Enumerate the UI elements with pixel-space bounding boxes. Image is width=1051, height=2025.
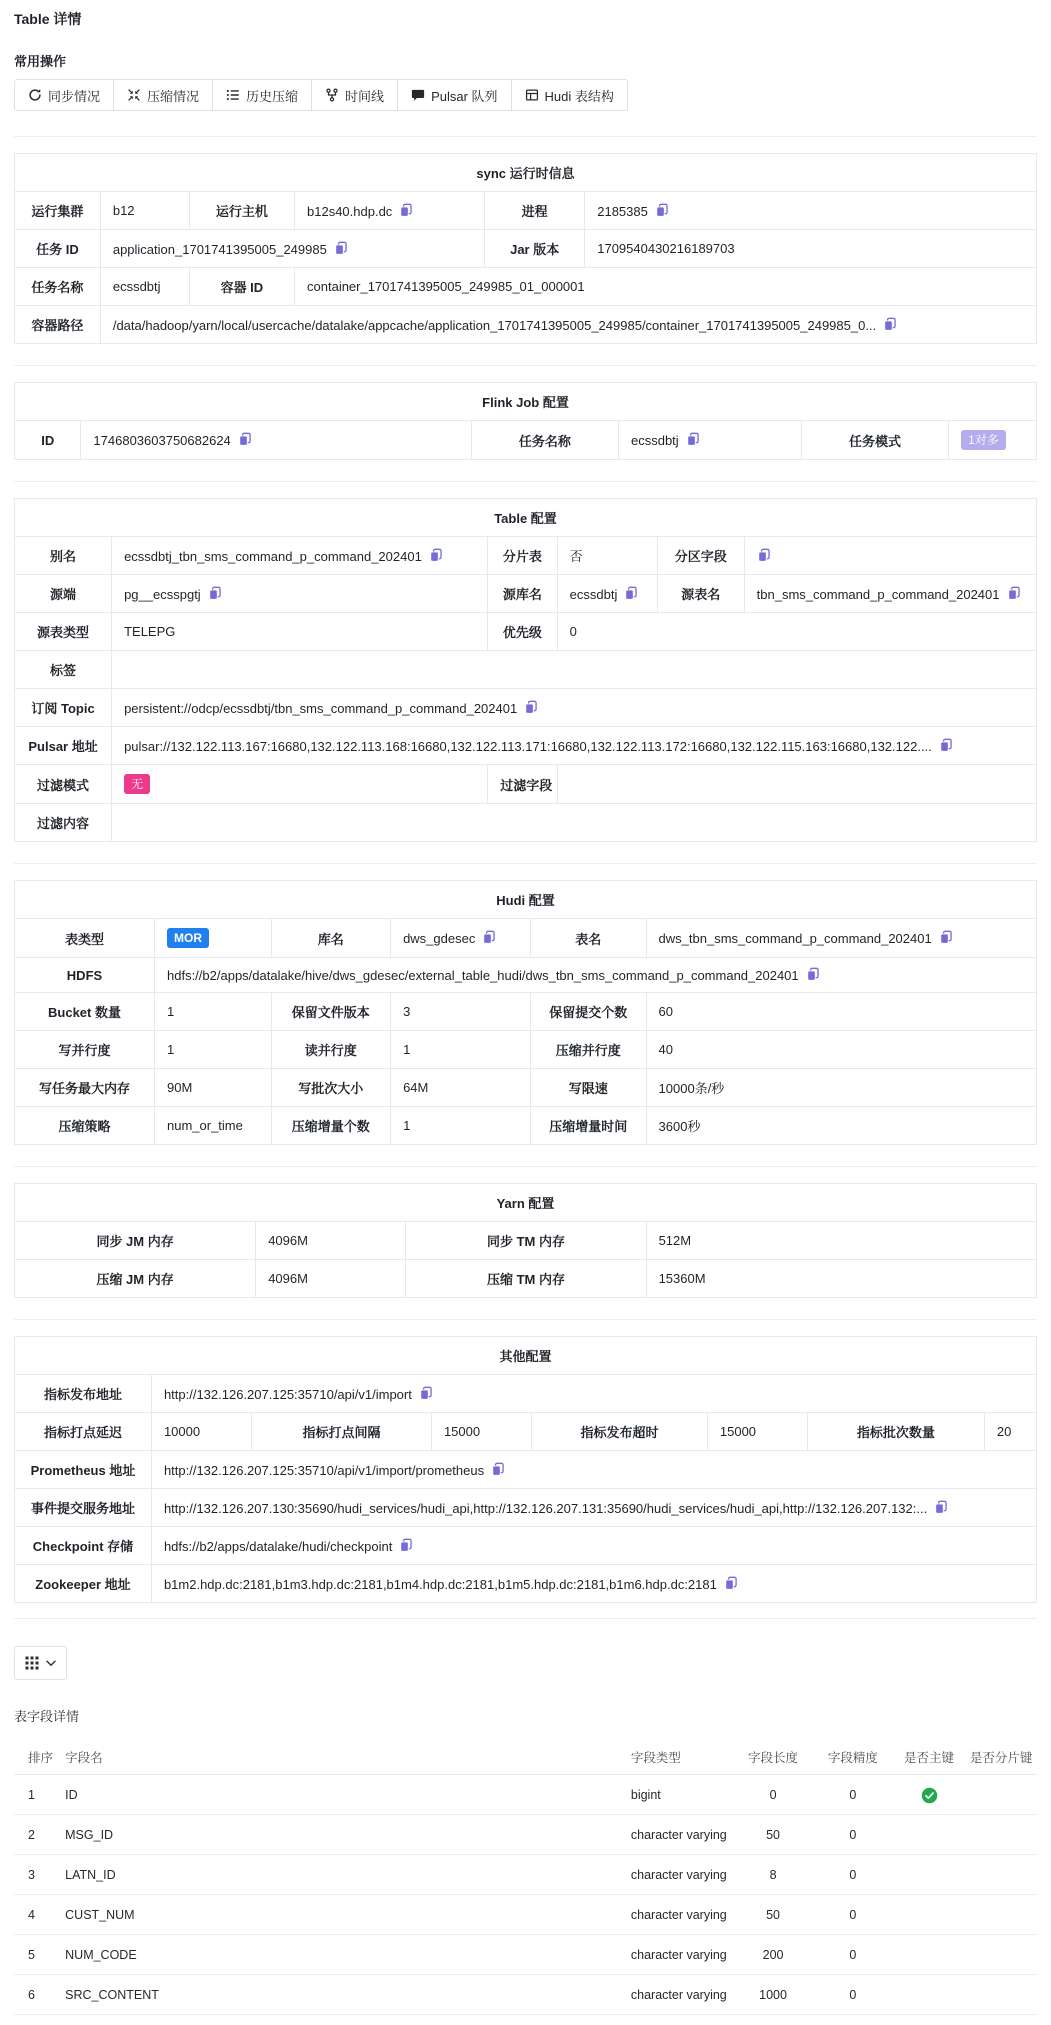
- event-submit-label: 事件提交服务地址: [15, 1489, 152, 1527]
- table-row: [15, 575, 1037, 613]
- check-circle-icon: [921, 1787, 938, 1804]
- table-row: [15, 1489, 1037, 1527]
- field-precision: 0: [813, 1975, 893, 2015]
- field-precision: 0: [813, 1855, 893, 1895]
- field-length: 50: [733, 1815, 813, 1855]
- table-type-label: 表类型: [15, 919, 155, 958]
- write-limit-label: 写限速: [531, 1069, 646, 1107]
- hudi-db-value: dws_gdesec: [391, 919, 531, 958]
- yarn-config-card: [14, 1183, 1037, 1298]
- table-row: [15, 651, 1037, 689]
- metrics-interval-label: 指标打点间隔: [252, 1413, 432, 1451]
- table-row: [15, 1565, 1037, 1603]
- primary-key-cell: [893, 1975, 966, 2015]
- pulsar-queue-button[interactable]: [397, 79, 511, 111]
- keep-commits-value: 60: [646, 993, 1036, 1031]
- copy-icon[interactable]: [208, 586, 222, 601]
- table-row: [14, 1815, 1037, 1855]
- compact-jm-label: 压缩 JM 内存: [15, 1260, 256, 1298]
- flink-id-label: ID: [15, 421, 81, 460]
- table-row: [15, 1069, 1037, 1107]
- container-id-value: container_1701741395005_249985_01_000001: [295, 268, 1037, 306]
- container-path-value: /data/hadoop/yarn/local/usercache/datalake/appcache/application_1701741395005_249985/container_1701741395005_249985_0...: [100, 306, 1036, 344]
- field-precision: 0: [813, 1895, 893, 1935]
- field-name: SRC_CONTENT: [65, 1975, 631, 2015]
- keep-commits-label: 保留提交个数: [531, 993, 646, 1031]
- table-row: [15, 765, 1037, 804]
- field-table-header-row: [14, 1740, 1037, 1775]
- topic-value: persistent://odcp/ecssdbtj/tbn_sms_command_p_command_202401: [112, 689, 1037, 727]
- col-shard-key: 是否分片键: [965, 1740, 1037, 1775]
- table-row: [15, 1413, 1037, 1451]
- flink-job-card: [14, 382, 1037, 460]
- pulsar-queue-label: Pulsar 队列: [431, 88, 498, 104]
- task-id-label: 任务 ID: [15, 230, 101, 268]
- compact-jm-value: 4096M: [256, 1260, 406, 1298]
- field-detail-table: [14, 1740, 1037, 2015]
- source-db-value: ecssdbtj: [557, 575, 657, 613]
- filter-field-label: 过滤字段: [488, 765, 557, 804]
- compress-icon: [127, 88, 141, 102]
- chat-icon: [411, 88, 425, 102]
- prometheus-value: http://132.126.207.125:35710/api/v1/import/prometheus: [151, 1451, 1036, 1489]
- field-name: ID: [65, 1775, 631, 1815]
- table-row: [15, 993, 1037, 1031]
- field-order: 1: [14, 1775, 65, 1815]
- shard-key-cell: [965, 1975, 1037, 2015]
- task-name-label: 任务名称: [15, 268, 101, 306]
- copy-icon[interactable]: [883, 317, 897, 332]
- field-type: bigint: [631, 1775, 733, 1815]
- priority-label: 优先级: [488, 613, 557, 651]
- pulsar-address-value: pulsar://132.122.113.167:16680,132.122.113.168:16680,132.122.113.171:16680,132.122.113.172:16680,132.122.115.163:16680,132.122....: [112, 727, 1037, 765]
- other-card-title: 其他配置: [15, 1337, 1037, 1375]
- metrics-delay-label: 指标打点延迟: [15, 1413, 152, 1451]
- metrics-timeout-label: 指标发布超时: [532, 1413, 708, 1451]
- table-type-badge: MOR: [167, 928, 209, 948]
- host-label: 运行主机: [189, 192, 294, 230]
- field-name: CUST_NUM: [65, 1895, 631, 1935]
- field-order: 6: [14, 1975, 65, 2015]
- table-type-value: [155, 919, 272, 958]
- priority-value: 0: [557, 613, 1036, 651]
- compress-status-label: 压缩情况: [147, 88, 200, 104]
- table-row: [15, 192, 1037, 230]
- source-table-label: 源表名: [657, 575, 744, 613]
- hudi-db-label: 库名: [271, 919, 391, 958]
- field-length: 50: [733, 1895, 813, 1935]
- field-name: MSG_ID: [65, 1815, 631, 1855]
- table-row: [15, 1260, 1037, 1298]
- metrics-pub-label: 指标发布地址: [15, 1375, 152, 1413]
- table-row: [14, 1935, 1037, 1975]
- field-order: 2: [14, 1815, 65, 1855]
- field-name: LATN_ID: [65, 1855, 631, 1895]
- task-name-value: ecssdbtj: [100, 268, 189, 306]
- hudi-config-card: [14, 880, 1037, 1145]
- copy-icon[interactable]: [419, 1386, 433, 1401]
- primary-key-cell: [893, 1895, 966, 1935]
- sync-status-label: 同步情况: [48, 88, 101, 104]
- checkpoint-label: Checkpoint 存储: [15, 1527, 152, 1565]
- divider: [14, 481, 1037, 482]
- table-row: [14, 1775, 1037, 1815]
- col-field-type: 字段类型: [631, 1740, 733, 1775]
- cluster-value: b12: [100, 192, 189, 230]
- metrics-batch-label: 指标批次数量: [808, 1413, 985, 1451]
- field-precision: 0: [813, 1775, 893, 1815]
- copy-icon[interactable]: [624, 586, 638, 601]
- copy-icon[interactable]: [491, 1462, 505, 1477]
- table-row: [15, 1375, 1037, 1413]
- field-name: NUM_CODE: [65, 1935, 631, 1975]
- timeline-button-label: 历史压缩: [246, 88, 299, 104]
- copy-icon[interactable]: [934, 1500, 948, 1515]
- col-primary-key: 是否主键: [893, 1740, 966, 1775]
- compact-tm-value: 15360M: [646, 1260, 1036, 1298]
- keep-versions-value: 3: [391, 993, 531, 1031]
- col-field-precision: 字段精度: [813, 1740, 893, 1775]
- compact-delta-time-value: 3600秒: [646, 1107, 1036, 1145]
- shard-key-cell: [965, 1815, 1037, 1855]
- shard-key-cell: [965, 1895, 1037, 1935]
- table-row: [15, 804, 1037, 842]
- sync-jm-label: 同步 JM 内存: [15, 1222, 256, 1260]
- col-field-length: 字段长度: [733, 1740, 813, 1775]
- sync-tm-value: 512M: [646, 1222, 1036, 1260]
- source-label: 源端: [15, 575, 112, 613]
- copy-icon[interactable]: [939, 930, 953, 945]
- process-value: 2185385: [585, 192, 1037, 230]
- filter-mode-value: [112, 765, 488, 804]
- field-precision: 0: [813, 1935, 893, 1975]
- write-limit-value: 10000条/秒: [646, 1069, 1036, 1107]
- compact-delta-time-label: 压缩增量时间: [531, 1107, 646, 1145]
- copy-icon[interactable]: [399, 203, 413, 218]
- alias-label: 别名: [15, 537, 112, 575]
- task-mode-value: [949, 421, 1037, 460]
- shard-key-cell: [965, 1935, 1037, 1975]
- copy-icon[interactable]: [482, 930, 496, 945]
- sync-card-title: sync 运行时信息: [15, 154, 1037, 192]
- hdfs-label: HDFS: [15, 958, 155, 993]
- fields-heading: 表字段详情: [14, 1709, 80, 1724]
- history-compaction-button[interactable]: [212, 79, 312, 111]
- task-mode-label: 任务模式: [801, 421, 948, 460]
- divider: [14, 365, 1037, 366]
- tags-value: [112, 651, 1037, 689]
- compact-delta-num-label: 压缩增量个数: [271, 1107, 391, 1145]
- timeline-icon: [325, 88, 339, 102]
- keep-versions-label: 保留文件版本: [271, 993, 391, 1031]
- process-label: 进程: [485, 192, 585, 230]
- common-ops-toolbar: [14, 79, 628, 111]
- source-type-label: 源表类型: [15, 613, 112, 651]
- divider: [14, 1166, 1037, 1167]
- timeline-label: 时间线: [345, 88, 385, 104]
- task-mode-badge: 1对多: [961, 430, 1006, 450]
- filter-mode-badge: 无: [124, 774, 150, 794]
- copy-icon[interactable]: [1007, 586, 1021, 601]
- table-row: [14, 1975, 1037, 2015]
- write-parallelism-label: 写并行度: [15, 1031, 155, 1069]
- read-parallelism-value: 1: [391, 1031, 531, 1069]
- write-batch-label: 写批次大小: [271, 1069, 391, 1107]
- col-field-name: 字段名: [65, 1740, 631, 1775]
- field-type: character varying: [631, 1935, 733, 1975]
- table-grid-icon: [525, 88, 539, 102]
- table-row: [15, 268, 1037, 306]
- bucket-value: 1: [155, 993, 272, 1031]
- cluster-label: 运行集群: [15, 192, 101, 230]
- flink-task-name-value: ecssdbtj: [618, 421, 801, 460]
- yarn-card-title: Yarn 配置: [15, 1184, 1037, 1222]
- table-row: [15, 1107, 1037, 1145]
- host-value: b12s40.hdp.dc: [295, 192, 485, 230]
- shard-key-cell: [965, 1855, 1037, 1895]
- table-row: [15, 1527, 1037, 1565]
- write-batch-value: 64M: [391, 1069, 531, 1107]
- hdfs-value: hdfs://b2/apps/datalake/hive/dws_gdesec/external_table_hudi/dws_tbn_sms_command_p_command_202401: [155, 958, 1037, 993]
- table-row: [15, 1222, 1037, 1260]
- table-row: [15, 1451, 1037, 1489]
- field-order: 5: [14, 1935, 65, 1975]
- task-id-value: application_1701741395005_249985: [100, 230, 484, 268]
- tags-label: 标签: [15, 651, 112, 689]
- divider: [14, 1319, 1037, 1320]
- field-type: character varying: [631, 1975, 733, 2015]
- source-value: pg__ecsspgtj: [112, 575, 488, 613]
- jar-version-label: Jar 版本: [485, 230, 585, 268]
- table-row: [15, 537, 1037, 575]
- shard-key-cell: [965, 1775, 1037, 1815]
- write-mem-value: 90M: [155, 1069, 272, 1107]
- hudi-schema-label: Hudi 表结构: [544, 88, 614, 104]
- primary-key-cell: [893, 1935, 966, 1975]
- field-order: 4: [14, 1895, 65, 1935]
- field-order: 3: [14, 1855, 65, 1895]
- alias-value: ecssdbtj_tbn_sms_command_p_command_202401: [112, 537, 488, 575]
- col-order: 排序: [14, 1740, 65, 1775]
- filter-field-value: [557, 765, 1036, 804]
- hudi-schema-button[interactable]: [511, 79, 628, 111]
- sync-status-button[interactable]: [14, 79, 114, 111]
- read-parallelism-label: 读并行度: [271, 1031, 391, 1069]
- filter-content-value: [112, 804, 1037, 842]
- other-config-card: [14, 1336, 1037, 1603]
- field-length: 8: [733, 1855, 813, 1895]
- zookeeper-value: b1m2.hdp.dc:2181,b1m3.hdp.dc:2181,b1m4.hdp.dc:2181,b1m5.hdp.dc:2181,b1m6.hdp.dc:2181: [151, 1565, 1036, 1603]
- field-type: character varying: [631, 1815, 733, 1855]
- hudi-table-value: dws_tbn_sms_command_p_command_202401: [646, 919, 1036, 958]
- field-type: character varying: [631, 1855, 733, 1895]
- copy-icon[interactable]: [655, 203, 669, 218]
- flink-id-value: 1746803603750682624: [81, 421, 471, 460]
- copy-icon[interactable]: [806, 967, 820, 982]
- zookeeper-label: Zookeeper 地址: [15, 1565, 152, 1603]
- copy-icon[interactable]: [724, 1576, 738, 1591]
- table-config-card: [14, 498, 1037, 842]
- divider: [14, 863, 1037, 864]
- checkpoint-value: hdfs://b2/apps/datalake/hudi/checkpoint: [151, 1527, 1036, 1565]
- compact-strategy-label: 压缩策略: [15, 1107, 155, 1145]
- page-title: Table 详情: [14, 11, 82, 27]
- primary-key-cell: [893, 1815, 966, 1855]
- table-row: [14, 1855, 1037, 1895]
- container-path-label: 容器路径: [15, 306, 101, 344]
- copy-icon[interactable]: [399, 1538, 413, 1553]
- table-row: [15, 689, 1037, 727]
- bucket-label: Bucket 数量: [15, 993, 155, 1031]
- compact-parallelism-label: 压缩并行度: [531, 1031, 646, 1069]
- table-row: [15, 727, 1037, 765]
- common-ops-heading: 常用操作: [14, 54, 67, 69]
- filter-mode-label: 过滤模式: [15, 765, 112, 804]
- grid-icon: [25, 1656, 39, 1670]
- table-row: [15, 919, 1037, 958]
- divider: [14, 136, 1037, 137]
- sync-jm-value: 4096M: [256, 1222, 406, 1260]
- compact-parallelism-value: 40: [646, 1031, 1036, 1069]
- field-length: 0: [733, 1775, 813, 1815]
- field-length: 1000: [733, 1975, 813, 2015]
- sync-tm-label: 同步 TM 内存: [406, 1222, 646, 1260]
- table-row: [15, 421, 1037, 460]
- jar-version-value: 1709540430216189703: [585, 230, 1037, 268]
- copy-icon[interactable]: [757, 548, 771, 563]
- copy-icon[interactable]: [238, 432, 252, 447]
- copy-icon[interactable]: [334, 241, 348, 256]
- sharded-value: 否: [557, 537, 657, 575]
- source-table-value: tbn_sms_command_p_command_202401: [744, 575, 1036, 613]
- copy-icon[interactable]: [686, 432, 700, 447]
- field-type: character varying: [631, 1895, 733, 1935]
- source-db-label: 源库名: [488, 575, 557, 613]
- history-list-icon: [226, 88, 240, 102]
- table-row: [15, 230, 1037, 268]
- event-submit-value: http://132.126.207.130:35690/hudi_services/hudi_api,http://132.126.207.131:35690/hudi_services/hudi_api,http://132.126.207.132:...: [151, 1489, 1036, 1527]
- prometheus-label: Prometheus 地址: [15, 1451, 152, 1489]
- metrics-delay-value: 10000: [151, 1413, 251, 1451]
- write-mem-label: 写任务最大内存: [15, 1069, 155, 1107]
- metrics-timeout-value: 15000: [707, 1413, 807, 1451]
- sync-runtime-card: [14, 153, 1037, 344]
- copy-icon[interactable]: [524, 700, 538, 715]
- table-row: [15, 958, 1037, 993]
- pulsar-address-label: Pulsar 地址: [15, 727, 112, 765]
- copy-icon[interactable]: [429, 548, 443, 563]
- table-row: [14, 1895, 1037, 1935]
- table-row: [15, 613, 1037, 651]
- source-type-value: TELEPG: [112, 613, 488, 651]
- sharded-label: 分片表: [488, 537, 557, 575]
- compact-strategy-value: num_or_time: [155, 1107, 272, 1145]
- table-card-title: Table 配置: [15, 499, 1037, 537]
- sync-icon: [28, 88, 42, 102]
- primary-key-cell: [893, 1775, 966, 1815]
- divider: [14, 1618, 1037, 1619]
- metrics-interval-value: 15000: [431, 1413, 531, 1451]
- compact-delta-num-value: 1: [391, 1107, 531, 1145]
- flink-task-name-label: 任务名称: [471, 421, 618, 460]
- metrics-batch-value: 20: [984, 1413, 1036, 1451]
- primary-key-cell: [893, 1855, 966, 1895]
- topic-label: 订阅 Topic: [15, 689, 112, 727]
- table-row: [15, 306, 1037, 344]
- copy-icon[interactable]: [939, 738, 953, 753]
- write-parallelism-value: 1: [155, 1031, 272, 1069]
- partition-field-label: 分区字段: [657, 537, 744, 575]
- field-length: 200: [733, 1935, 813, 1975]
- filter-content-label: 过滤内容: [15, 804, 112, 842]
- hudi-table-label: 表名: [531, 919, 646, 958]
- compress-status-button[interactable]: [113, 79, 213, 111]
- column-settings-dropdown[interactable]: [14, 1646, 67, 1680]
- table-row: [15, 1031, 1037, 1069]
- metrics-pub-value: http://132.126.207.125:35710/api/v1/import: [151, 1375, 1036, 1413]
- timeline-button[interactable]: [311, 79, 398, 111]
- container-id-label: 容器 ID: [189, 268, 294, 306]
- partition-field-value: [744, 537, 1036, 575]
- compact-tm-label: 压缩 TM 内存: [406, 1260, 646, 1298]
- flink-card-title: Flink Job 配置: [15, 383, 1037, 421]
- hudi-card-title: Hudi 配置: [15, 881, 1037, 919]
- field-precision: 0: [813, 1815, 893, 1855]
- chevron-down-icon: [46, 1660, 56, 1667]
